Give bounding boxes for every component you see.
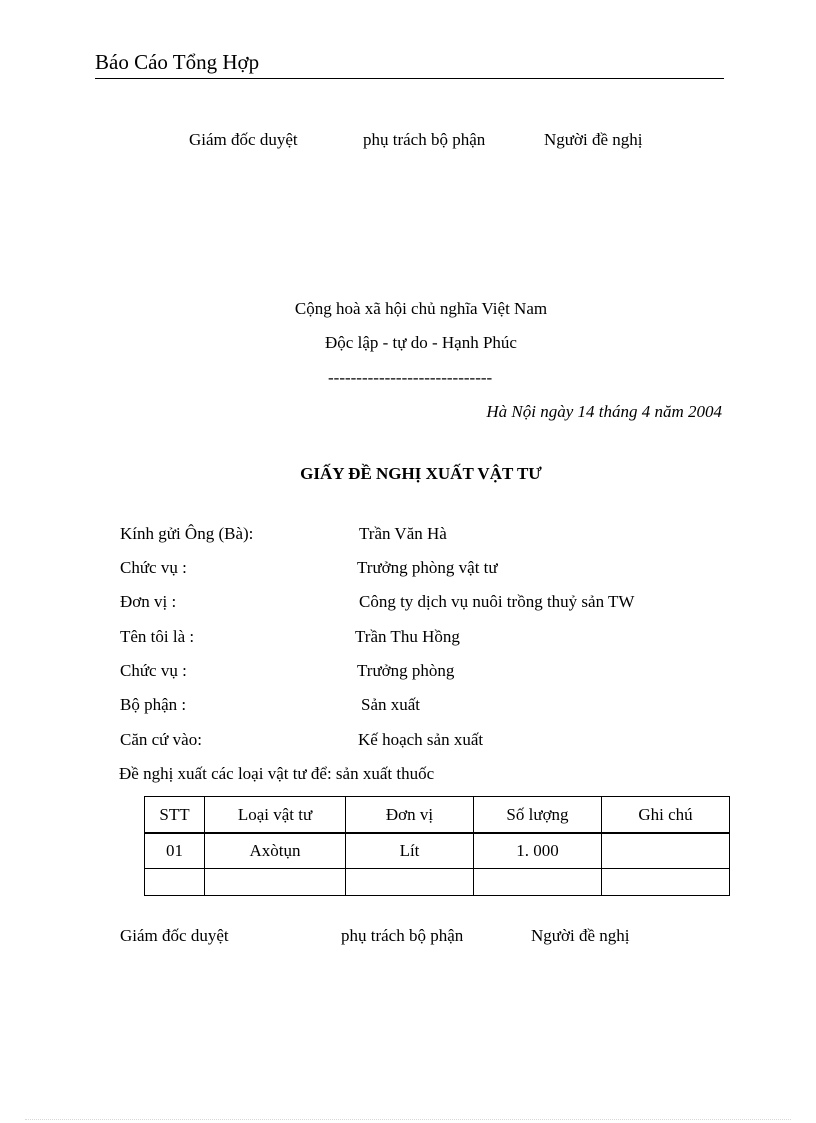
field-value-recipient-position: Trưởng phòng vật tư [357,558,498,577]
motto-divider: ----------------------------- [328,368,493,387]
bottom-signature-department-head: phụ trách bộ phận [341,926,464,945]
page-footer-dotted-line [25,1119,791,1120]
field-value-basis: Kế hoạch sản xuất [358,730,484,749]
field-label-unit: Đơn vị : [120,592,177,611]
table-cell-stt: 01 [145,833,205,869]
motto-line-1: Cộng hoà xã hội chủ nghĩa Việt Nam [294,299,548,318]
document-date: Hà Nội ngày 14 tháng 4 năm 2004 [486,402,722,421]
field-label-requester-position: Chức vụ : [120,661,187,680]
table-cell-unit: Lít [346,833,474,869]
materials-table [144,796,730,896]
field-label-requester-name: Tên tôi là : [120,627,195,646]
table-row [145,833,730,869]
table-header-row [145,797,730,834]
document-title: GIẤY ĐỀ NGHỊ XUẤT VẬT TƯ [300,464,542,483]
table-header-quantity: Số lượng [474,797,602,834]
table-header-material-type: Loại vật tư [205,797,346,834]
table-cell-note [602,869,730,896]
table-cell-material-type: Axòtụn [205,833,346,869]
table-header-unit: Đơn vị [346,797,474,834]
motto-line-2: Độc lập - tự do - Hạnh Phúc [325,333,517,352]
field-label-recipient: Kính gửi Ông (Bà): [120,524,254,543]
table-cell-quantity [474,869,602,896]
field-value-department: Sản xuất [361,695,421,714]
field-value-recipient: Trần Văn Hà [359,524,447,543]
top-signature-director: Giám đốc duyệt [189,130,298,149]
table-cell-stt [145,869,205,896]
table-row [145,869,730,896]
header-divider [95,78,724,79]
table-cell-note [602,833,730,869]
field-label-recipient-position: Chức vụ : [120,558,187,577]
table-cell-unit [346,869,474,896]
field-value-requester-name: Trần Thu Hồng [355,627,460,646]
request-line: Đề nghị xuất các loại vật tư để: sản xuất thuốc [119,764,435,783]
field-label-basis: Căn cứ vào: [120,730,202,749]
table-header-note: Ghi chú [602,797,730,834]
table-cell-material-type [205,869,346,896]
bottom-signature-requester: Người đề nghị [531,926,630,945]
field-label-department: Bộ phận : [120,695,187,714]
field-value-unit: Công ty dịch vụ nuôi trồng thuỷ sản TW [359,592,635,611]
field-value-requester-position: Trưởng phòng [357,661,455,680]
page-header-title: Báo Cáo Tổng Hợp [95,50,260,74]
top-signature-department-head: phụ trách bộ phận [363,130,486,149]
bottom-signature-director: Giám đốc duyệt [120,926,229,945]
table-cell-quantity: 1. 000 [474,833,602,869]
table-header-stt: STT [145,797,205,834]
top-signature-requester: Người đề nghị [544,130,643,149]
